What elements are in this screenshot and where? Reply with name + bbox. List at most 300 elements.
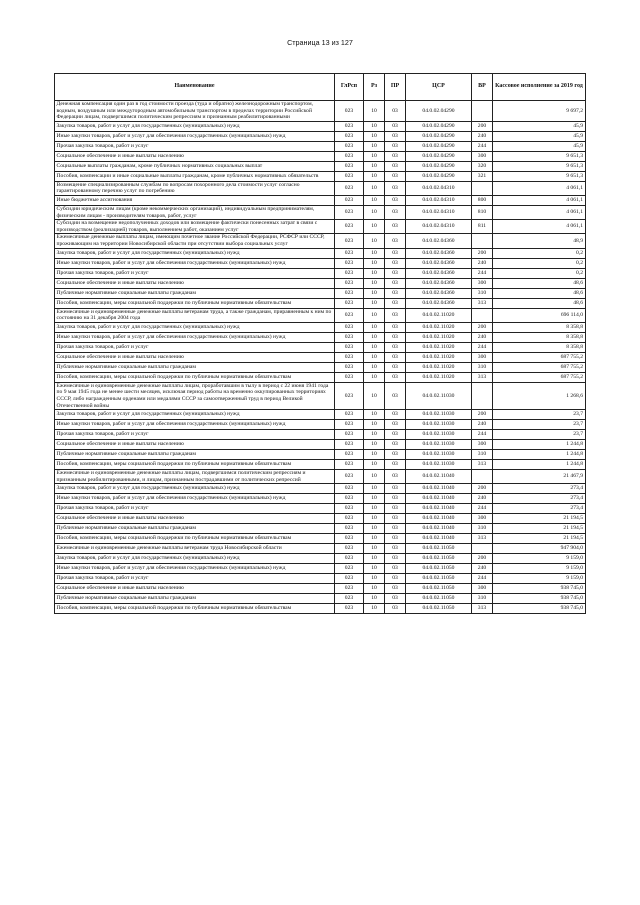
cell-name: Прочая закупка товаров, работ и услуг — [55, 342, 335, 352]
cell-rz: 10 — [364, 504, 385, 514]
cell-pr: 03 — [385, 604, 406, 614]
cell-vr: 313 — [472, 298, 493, 308]
cell-vr: 200 — [472, 121, 493, 131]
cell-amount: 21 194,5 — [493, 534, 586, 544]
cell-rz: 10 — [364, 420, 385, 430]
cell-grs: 023 — [335, 288, 364, 298]
cell-name: Социальное обеспечение и иные выплаты населению — [55, 278, 335, 288]
cell-pr: 03 — [385, 332, 406, 342]
table-row — [55, 574, 586, 584]
cell-rz: 10 — [364, 121, 385, 131]
cell-csr: 04.0.02.04360 — [406, 278, 472, 288]
cell-grs: 023 — [335, 220, 364, 234]
table-row — [55, 460, 586, 470]
cell-vr: 300 — [472, 352, 493, 362]
cell-csr: 04.0.02.04360 — [406, 258, 472, 268]
table-header-row — [55, 74, 586, 101]
cell-vr: 200 — [472, 248, 493, 258]
cell-vr: 244 — [472, 430, 493, 440]
cell-grs: 023 — [335, 362, 364, 372]
column-header-vr: ВР — [472, 74, 493, 101]
cell-grs: 023 — [335, 450, 364, 460]
cell-name: Прочая закупка товаров, работ и услуг — [55, 574, 335, 584]
cell-csr: 04.0.02.04310 — [406, 181, 472, 195]
cell-vr: 310 — [472, 362, 493, 372]
cell-csr: 04.0.02.11030 — [406, 410, 472, 420]
cell-pr: 03 — [385, 524, 406, 534]
cell-amount: 1 244,8 — [493, 450, 586, 460]
cell-vr: 244 — [472, 141, 493, 151]
cell-name: Социальные выплаты гражданам, кроме публичных нормативных социальных выплат — [55, 161, 335, 171]
cell-amount: 9 159,0 — [493, 574, 586, 584]
cell-grs: 023 — [335, 131, 364, 141]
cell-csr: 04.0.02.04360 — [406, 298, 472, 308]
cell-rz: 10 — [364, 362, 385, 372]
cell-amount: 4 061,1 — [493, 220, 586, 234]
cell-name: Прочая закупка товаров, работ и услуг — [55, 504, 335, 514]
cell-name: Публичные нормативные социальные выплаты гражданам — [55, 450, 335, 460]
table-row — [55, 544, 586, 554]
cell-vr: 321 — [472, 171, 493, 181]
cell-amount: 48,6 — [493, 288, 586, 298]
cell-grs: 023 — [335, 470, 364, 484]
cell-rz: 10 — [364, 460, 385, 470]
cell-rz: 10 — [364, 352, 385, 362]
cell-csr: 04.0.02.11050 — [406, 574, 472, 584]
table-row — [55, 362, 586, 372]
cell-vr — [472, 544, 493, 554]
cell-vr: 200 — [472, 554, 493, 564]
cell-vr — [472, 308, 493, 322]
cell-csr: 04.0.02.11040 — [406, 494, 472, 504]
cell-name: Публичные нормативные социальные выплаты гражданам — [55, 288, 335, 298]
cell-vr: 244 — [472, 342, 493, 352]
cell-vr: 300 — [472, 278, 493, 288]
cell-grs: 023 — [335, 248, 364, 258]
cell-name: Закупка товаров, работ и услуг для государственных (муниципальных) нужд — [55, 484, 335, 494]
cell-amount: 23,7 — [493, 430, 586, 440]
cell-vr: 240 — [472, 131, 493, 141]
cell-pr: 03 — [385, 420, 406, 430]
cell-csr: 04.0.02.11020 — [406, 342, 472, 352]
table-row — [55, 234, 586, 248]
cell-grs: 023 — [335, 342, 364, 352]
table-row — [55, 584, 586, 594]
cell-grs: 023 — [335, 205, 364, 219]
cell-csr: 04.0.02.11050 — [406, 544, 472, 554]
table-row — [55, 450, 586, 460]
cell-csr: 04.0.02.04290 — [406, 141, 472, 151]
table-row — [55, 161, 586, 171]
cell-vr: 313 — [472, 460, 493, 470]
cell-name: Социальное обеспечение и иные выплаты населению — [55, 151, 335, 161]
cell-grs: 023 — [335, 382, 364, 409]
cell-pr: 03 — [385, 342, 406, 352]
column-header-grs: ГлРсп — [335, 74, 364, 101]
cell-grs: 023 — [335, 524, 364, 534]
cell-pr: 03 — [385, 430, 406, 440]
table-row — [55, 470, 586, 484]
cell-amount: 938 745,0 — [493, 604, 586, 614]
cell-pr: 03 — [385, 362, 406, 372]
cell-pr: 03 — [385, 268, 406, 278]
cell-name: Закупка товаров, работ и услуг для государственных (муниципальных) нужд — [55, 554, 335, 564]
cell-pr: 03 — [385, 450, 406, 460]
cell-csr: 04.0.02.11030 — [406, 430, 472, 440]
table-row — [55, 258, 586, 268]
table-row — [55, 268, 586, 278]
cell-rz: 10 — [364, 248, 385, 258]
cell-grs: 023 — [335, 460, 364, 470]
cell-vr: 244 — [472, 504, 493, 514]
cell-rz: 10 — [364, 141, 385, 151]
cell-amount: 4 061,1 — [493, 205, 586, 219]
cell-pr: 03 — [385, 372, 406, 382]
cell-rz: 10 — [364, 268, 385, 278]
cell-rz: 10 — [364, 554, 385, 564]
cell-csr: 04.0.02.11030 — [406, 460, 472, 470]
cell-grs: 023 — [335, 322, 364, 332]
cell-grs: 023 — [335, 420, 364, 430]
cell-rz: 10 — [364, 594, 385, 604]
cell-vr: 310 — [472, 450, 493, 460]
cell-vr: 200 — [472, 484, 493, 494]
cell-rz: 10 — [364, 332, 385, 342]
cell-amount: 938 745,0 — [493, 594, 586, 604]
cell-amount: 9 159,0 — [493, 564, 586, 574]
table-row — [55, 101, 586, 122]
cell-csr: 04.0.02.11040 — [406, 504, 472, 514]
table-row — [55, 494, 586, 504]
cell-name: Закупка товаров, работ и услуг для государственных (муниципальных) нужд — [55, 410, 335, 420]
cell-name: Ежемесячные и единовременные денежные выплаты ветеранам труда, а также гражданам, приравненным к ним по состоянию на 31 декабря 2004 года — [55, 308, 335, 322]
cell-name: Закупка товаров, работ и услуг для государственных (муниципальных) нужд — [55, 121, 335, 131]
cell-name: Прочая закупка товаров, работ и услуг — [55, 141, 335, 151]
cell-amount: 0,2 — [493, 258, 586, 268]
cell-grs: 023 — [335, 278, 364, 288]
cell-grs: 023 — [335, 268, 364, 278]
cell-pr: 03 — [385, 131, 406, 141]
cell-rz: 10 — [364, 440, 385, 450]
cell-csr: 04.0.02.11020 — [406, 372, 472, 382]
table-row — [55, 332, 586, 342]
cell-name: Иные закупки товаров, работ и услуг для обеспечения государственных (муниципальных) нужд — [55, 420, 335, 430]
cell-csr: 04.0.02.11030 — [406, 382, 472, 409]
table-row — [55, 514, 586, 524]
cell-amount: 273,4 — [493, 504, 586, 514]
cell-csr: 04.0.02.11020 — [406, 308, 472, 322]
cell-vr: 310 — [472, 288, 493, 298]
cell-grs: 023 — [335, 308, 364, 322]
cell-rz: 10 — [364, 372, 385, 382]
cell-amount: 8 358,8 — [493, 342, 586, 352]
cell-vr: 300 — [472, 584, 493, 594]
cell-rz: 10 — [364, 494, 385, 504]
table-row — [55, 131, 586, 141]
cell-amount: 687 755,2 — [493, 352, 586, 362]
cell-rz: 10 — [364, 584, 385, 594]
cell-vr: 240 — [472, 258, 493, 268]
cell-rz: 10 — [364, 524, 385, 534]
cell-amount: 696 114,0 — [493, 308, 586, 322]
cell-grs: 023 — [335, 195, 364, 205]
cell-pr: 03 — [385, 220, 406, 234]
cell-name: Иные закупки товаров, работ и услуг для обеспечения государственных (муниципальных) нужд — [55, 564, 335, 574]
table-row — [55, 504, 586, 514]
cell-name: Пособия, компенсации, меры социальной поддержки по публичным нормативным обязательствам — [55, 372, 335, 382]
cell-name: Социальное обеспечение и иные выплаты населению — [55, 440, 335, 450]
cell-name: Денежная компенсация один раз в год стоимости проезда (туда и обратно) железнодорожным транспортом, водным, воздушным или междугородным автомобильным транспортом в пределах территории Российской Федерации лицам, подвергшимся политическим репрессиям и признанным реабилитированными — [55, 101, 335, 122]
cell-name: Прочая закупка товаров, работ и услуг — [55, 268, 335, 278]
cell-name: Прочая закупка товаров, работ и услуг — [55, 430, 335, 440]
cell-pr: 03 — [385, 440, 406, 450]
cell-pr: 03 — [385, 258, 406, 268]
cell-name: Публичные нормативные социальные выплаты гражданам — [55, 524, 335, 534]
cell-amount: 21 194,5 — [493, 514, 586, 524]
cell-grs: 023 — [335, 584, 364, 594]
page-number-label: Страница 13 из 127 — [287, 38, 353, 47]
cell-csr: 04.0.02.04290 — [406, 101, 472, 122]
column-header-csr: ЦСР — [406, 74, 472, 101]
table-row — [55, 181, 586, 195]
cell-csr: 04.0.02.11050 — [406, 584, 472, 594]
cell-csr: 04.0.02.11050 — [406, 554, 472, 564]
cell-name: Субсидии на возмещение недополученных доходов или возмещение фактически понесенных затрат в связи с производством (реализацией) товаров, выполнением работ, оказанием услуг — [55, 220, 335, 234]
column-header-name: Наименование — [55, 74, 335, 101]
cell-amount: 1 244,8 — [493, 440, 586, 450]
cell-name: Ежемесячные и единовременные денежные выплаты лицам, проработавшим в тылу в период с 22 июня 1941 года по 9 мая 1945 года не менее шести месяцев, исключая период работы на временно оккупированных территориях СССР, либо награжденным орденами или медалями СССР за самоотверженный труд в период Великой Отечественной войны — [55, 382, 335, 409]
cell-amount: 273,4 — [493, 484, 586, 494]
table-row — [55, 220, 586, 234]
cell-pr: 03 — [385, 484, 406, 494]
cell-grs: 023 — [335, 101, 364, 122]
cell-pr: 03 — [385, 494, 406, 504]
cell-pr: 03 — [385, 574, 406, 584]
cell-amount: 938 745,0 — [493, 584, 586, 594]
table-row — [55, 342, 586, 352]
cell-name: Субсидии юридическим лицам (кроме некоммерческих организаций), индивидуальным предпринимателям, физическим лицам - производителям товаров, работ, услуг — [55, 205, 335, 219]
cell-csr: 04.0.02.04290 — [406, 161, 472, 171]
cell-vr: 244 — [472, 268, 493, 278]
cell-rz: 10 — [364, 131, 385, 141]
cell-grs: 023 — [335, 181, 364, 195]
cell-amount: 4 061,1 — [493, 181, 586, 195]
cell-amount: 9 651,3 — [493, 171, 586, 181]
cell-vr: 811 — [472, 220, 493, 234]
cell-name: Иные закупки товаров, работ и услуг для обеспечения государственных (муниципальных) нужд — [55, 494, 335, 504]
table-row — [55, 195, 586, 205]
cell-rz: 10 — [364, 470, 385, 484]
cell-amount: 0,2 — [493, 268, 586, 278]
table-row — [55, 430, 586, 440]
cell-csr: 04.0.02.11040 — [406, 514, 472, 524]
cell-amount: 4 061,1 — [493, 195, 586, 205]
cell-rz: 10 — [364, 450, 385, 460]
table-row — [55, 278, 586, 288]
cell-csr: 04.0.02.04310 — [406, 195, 472, 205]
cell-pr: 03 — [385, 470, 406, 484]
cell-grs: 023 — [335, 544, 364, 554]
cell-amount: 23,7 — [493, 410, 586, 420]
cell-rz: 10 — [364, 220, 385, 234]
cell-rz: 10 — [364, 171, 385, 181]
cell-rz: 10 — [364, 514, 385, 524]
cell-grs: 023 — [335, 372, 364, 382]
cell-vr: 240 — [472, 332, 493, 342]
table-row — [55, 564, 586, 574]
cell-vr: 300 — [472, 514, 493, 524]
cell-amount: 1 268,6 — [493, 382, 586, 409]
cell-amount: 23,7 — [493, 420, 586, 430]
cell-csr: 04.0.02.11050 — [406, 564, 472, 574]
table-row — [55, 554, 586, 564]
table-row — [55, 524, 586, 534]
table-row — [55, 298, 586, 308]
cell-rz: 10 — [364, 574, 385, 584]
table-row — [55, 594, 586, 604]
cell-rz: 10 — [364, 544, 385, 554]
cell-csr: 04.0.02.11040 — [406, 470, 472, 484]
cell-grs: 023 — [335, 410, 364, 420]
cell-name: Закупка товаров, работ и услуг для государственных (муниципальных) нужд — [55, 248, 335, 258]
cell-name: Социальное обеспечение и иные выплаты населению — [55, 514, 335, 524]
cell-rz: 10 — [364, 234, 385, 248]
cell-rz: 10 — [364, 410, 385, 420]
cell-grs: 023 — [335, 332, 364, 342]
table-row — [55, 121, 586, 131]
cell-grs: 023 — [335, 352, 364, 362]
cell-grs: 023 — [335, 494, 364, 504]
cell-name: Пособия, компенсации, меры социальной поддержки по публичным нормативным обязательствам — [55, 604, 335, 614]
column-header-amount: Кассовое исполнение за 2019 год — [493, 74, 586, 101]
cell-name: Ежемесячные и единовременные денежные выплаты ветеранам труда Новосибирской области — [55, 544, 335, 554]
cell-name: Ежемесячные денежные выплаты лицам, имеющим почетное звание Российской Федерации, РСФСР или СССР, проживающим на территории Новосибирской области при отсутствии выбора социальных услуг — [55, 234, 335, 248]
cell-vr — [472, 101, 493, 122]
cell-csr: 04.0.02.04290 — [406, 121, 472, 131]
table-row — [55, 410, 586, 420]
cell-csr: 04.0.02.11050 — [406, 594, 472, 604]
cell-grs: 023 — [335, 514, 364, 524]
cell-amount: 9 651,3 — [493, 151, 586, 161]
cell-pr: 03 — [385, 594, 406, 604]
cell-name: Социальное обеспечение и иные выплаты населению — [55, 352, 335, 362]
cell-grs: 023 — [335, 534, 364, 544]
cell-grs: 023 — [335, 594, 364, 604]
cell-vr: 313 — [472, 604, 493, 614]
cell-vr — [472, 382, 493, 409]
cell-grs: 023 — [335, 171, 364, 181]
cell-rz: 10 — [364, 430, 385, 440]
cell-amount: 48,6 — [493, 278, 586, 288]
cell-name: Ежемесячные и единовременные денежные выплаты лицам, подвергшимся политическим репрессиям и признанным реабилитированными, и лицам, признанным пострадавшими от политических репрессий — [55, 470, 335, 484]
cell-name: Социальное обеспечение и иные выплаты населению — [55, 584, 335, 594]
cell-vr — [472, 234, 493, 248]
cell-vr — [472, 470, 493, 484]
cell-grs: 023 — [335, 430, 364, 440]
cell-grs: 023 — [335, 574, 364, 584]
cell-name: Пособия, компенсации, меры социальной поддержки по публичным нормативным обязательствам — [55, 460, 335, 470]
table-body — [55, 101, 586, 614]
cell-amount: 45,9 — [493, 131, 586, 141]
cell-csr: 04.0.02.11020 — [406, 332, 472, 342]
cell-grs: 023 — [335, 604, 364, 614]
cell-csr: 04.0.02.04290 — [406, 171, 472, 181]
table-row — [55, 420, 586, 430]
cell-name: Иные бюджетные ассигнования — [55, 195, 335, 205]
cell-rz: 10 — [364, 298, 385, 308]
cell-grs: 023 — [335, 298, 364, 308]
cell-vr — [472, 181, 493, 195]
budget-table — [54, 73, 586, 614]
cell-amount: 0,2 — [493, 248, 586, 258]
cell-amount: 8 358,8 — [493, 322, 586, 332]
cell-rz: 10 — [364, 308, 385, 322]
cell-name: Пособия, компенсации и иные социальные выплаты гражданам, кроме публичных нормативных обязательств — [55, 171, 335, 181]
cell-csr: 04.0.02.11050 — [406, 604, 472, 614]
cell-grs: 023 — [335, 234, 364, 248]
cell-pr: 03 — [385, 181, 406, 195]
table-row — [55, 372, 586, 382]
cell-amount: 45,9 — [493, 121, 586, 131]
cell-amount: 687 755,2 — [493, 362, 586, 372]
cell-name: Иные закупки товаров, работ и услуг для обеспечения государственных (муниципальных) нужд — [55, 258, 335, 268]
cell-name: Возмещение специализированным службам по вопросам похоронного дела стоимости услуг согласно гарантированному перечню услуг по погребению — [55, 181, 335, 195]
cell-grs: 023 — [335, 141, 364, 151]
cell-amount: 1 244,8 — [493, 460, 586, 470]
cell-rz: 10 — [364, 151, 385, 161]
cell-grs: 023 — [335, 484, 364, 494]
cell-amount: 21 194,5 — [493, 524, 586, 534]
cell-grs: 023 — [335, 121, 364, 131]
cell-pr: 03 — [385, 298, 406, 308]
cell-rz: 10 — [364, 382, 385, 409]
cell-rz: 10 — [364, 101, 385, 122]
cell-pr: 03 — [385, 205, 406, 219]
cell-vr: 244 — [472, 574, 493, 584]
cell-rz: 10 — [364, 195, 385, 205]
cell-pr: 03 — [385, 288, 406, 298]
cell-vr: 240 — [472, 494, 493, 504]
cell-pr: 03 — [385, 248, 406, 258]
cell-csr: 04.0.02.11040 — [406, 534, 472, 544]
cell-csr: 04.0.02.11020 — [406, 352, 472, 362]
cell-vr: 313 — [472, 372, 493, 382]
cell-rz: 10 — [364, 604, 385, 614]
cell-grs: 023 — [335, 564, 364, 574]
cell-csr: 04.0.02.04290 — [406, 151, 472, 161]
column-header-rz: Рз — [364, 74, 385, 101]
cell-csr: 04.0.02.04360 — [406, 234, 472, 248]
cell-vr: 240 — [472, 564, 493, 574]
cell-amount: 48,9 — [493, 234, 586, 248]
cell-pr: 03 — [385, 141, 406, 151]
cell-name: Иные закупки товаров, работ и услуг для обеспечения государственных (муниципальных) нужд — [55, 131, 335, 141]
cell-grs: 023 — [335, 440, 364, 450]
cell-rz: 10 — [364, 258, 385, 268]
cell-csr: 04.0.02.04360 — [406, 288, 472, 298]
cell-grs: 023 — [335, 258, 364, 268]
cell-name: Закупка товаров, работ и услуг для государственных (муниципальных) нужд — [55, 322, 335, 332]
cell-csr: 04.0.02.11030 — [406, 440, 472, 450]
cell-vr: 313 — [472, 534, 493, 544]
cell-pr: 03 — [385, 554, 406, 564]
cell-vr: 300 — [472, 440, 493, 450]
cell-vr: 200 — [472, 410, 493, 420]
cell-csr: 04.0.02.04310 — [406, 205, 472, 219]
cell-rz: 10 — [364, 564, 385, 574]
cell-rz: 10 — [364, 278, 385, 288]
cell-grs: 023 — [335, 151, 364, 161]
